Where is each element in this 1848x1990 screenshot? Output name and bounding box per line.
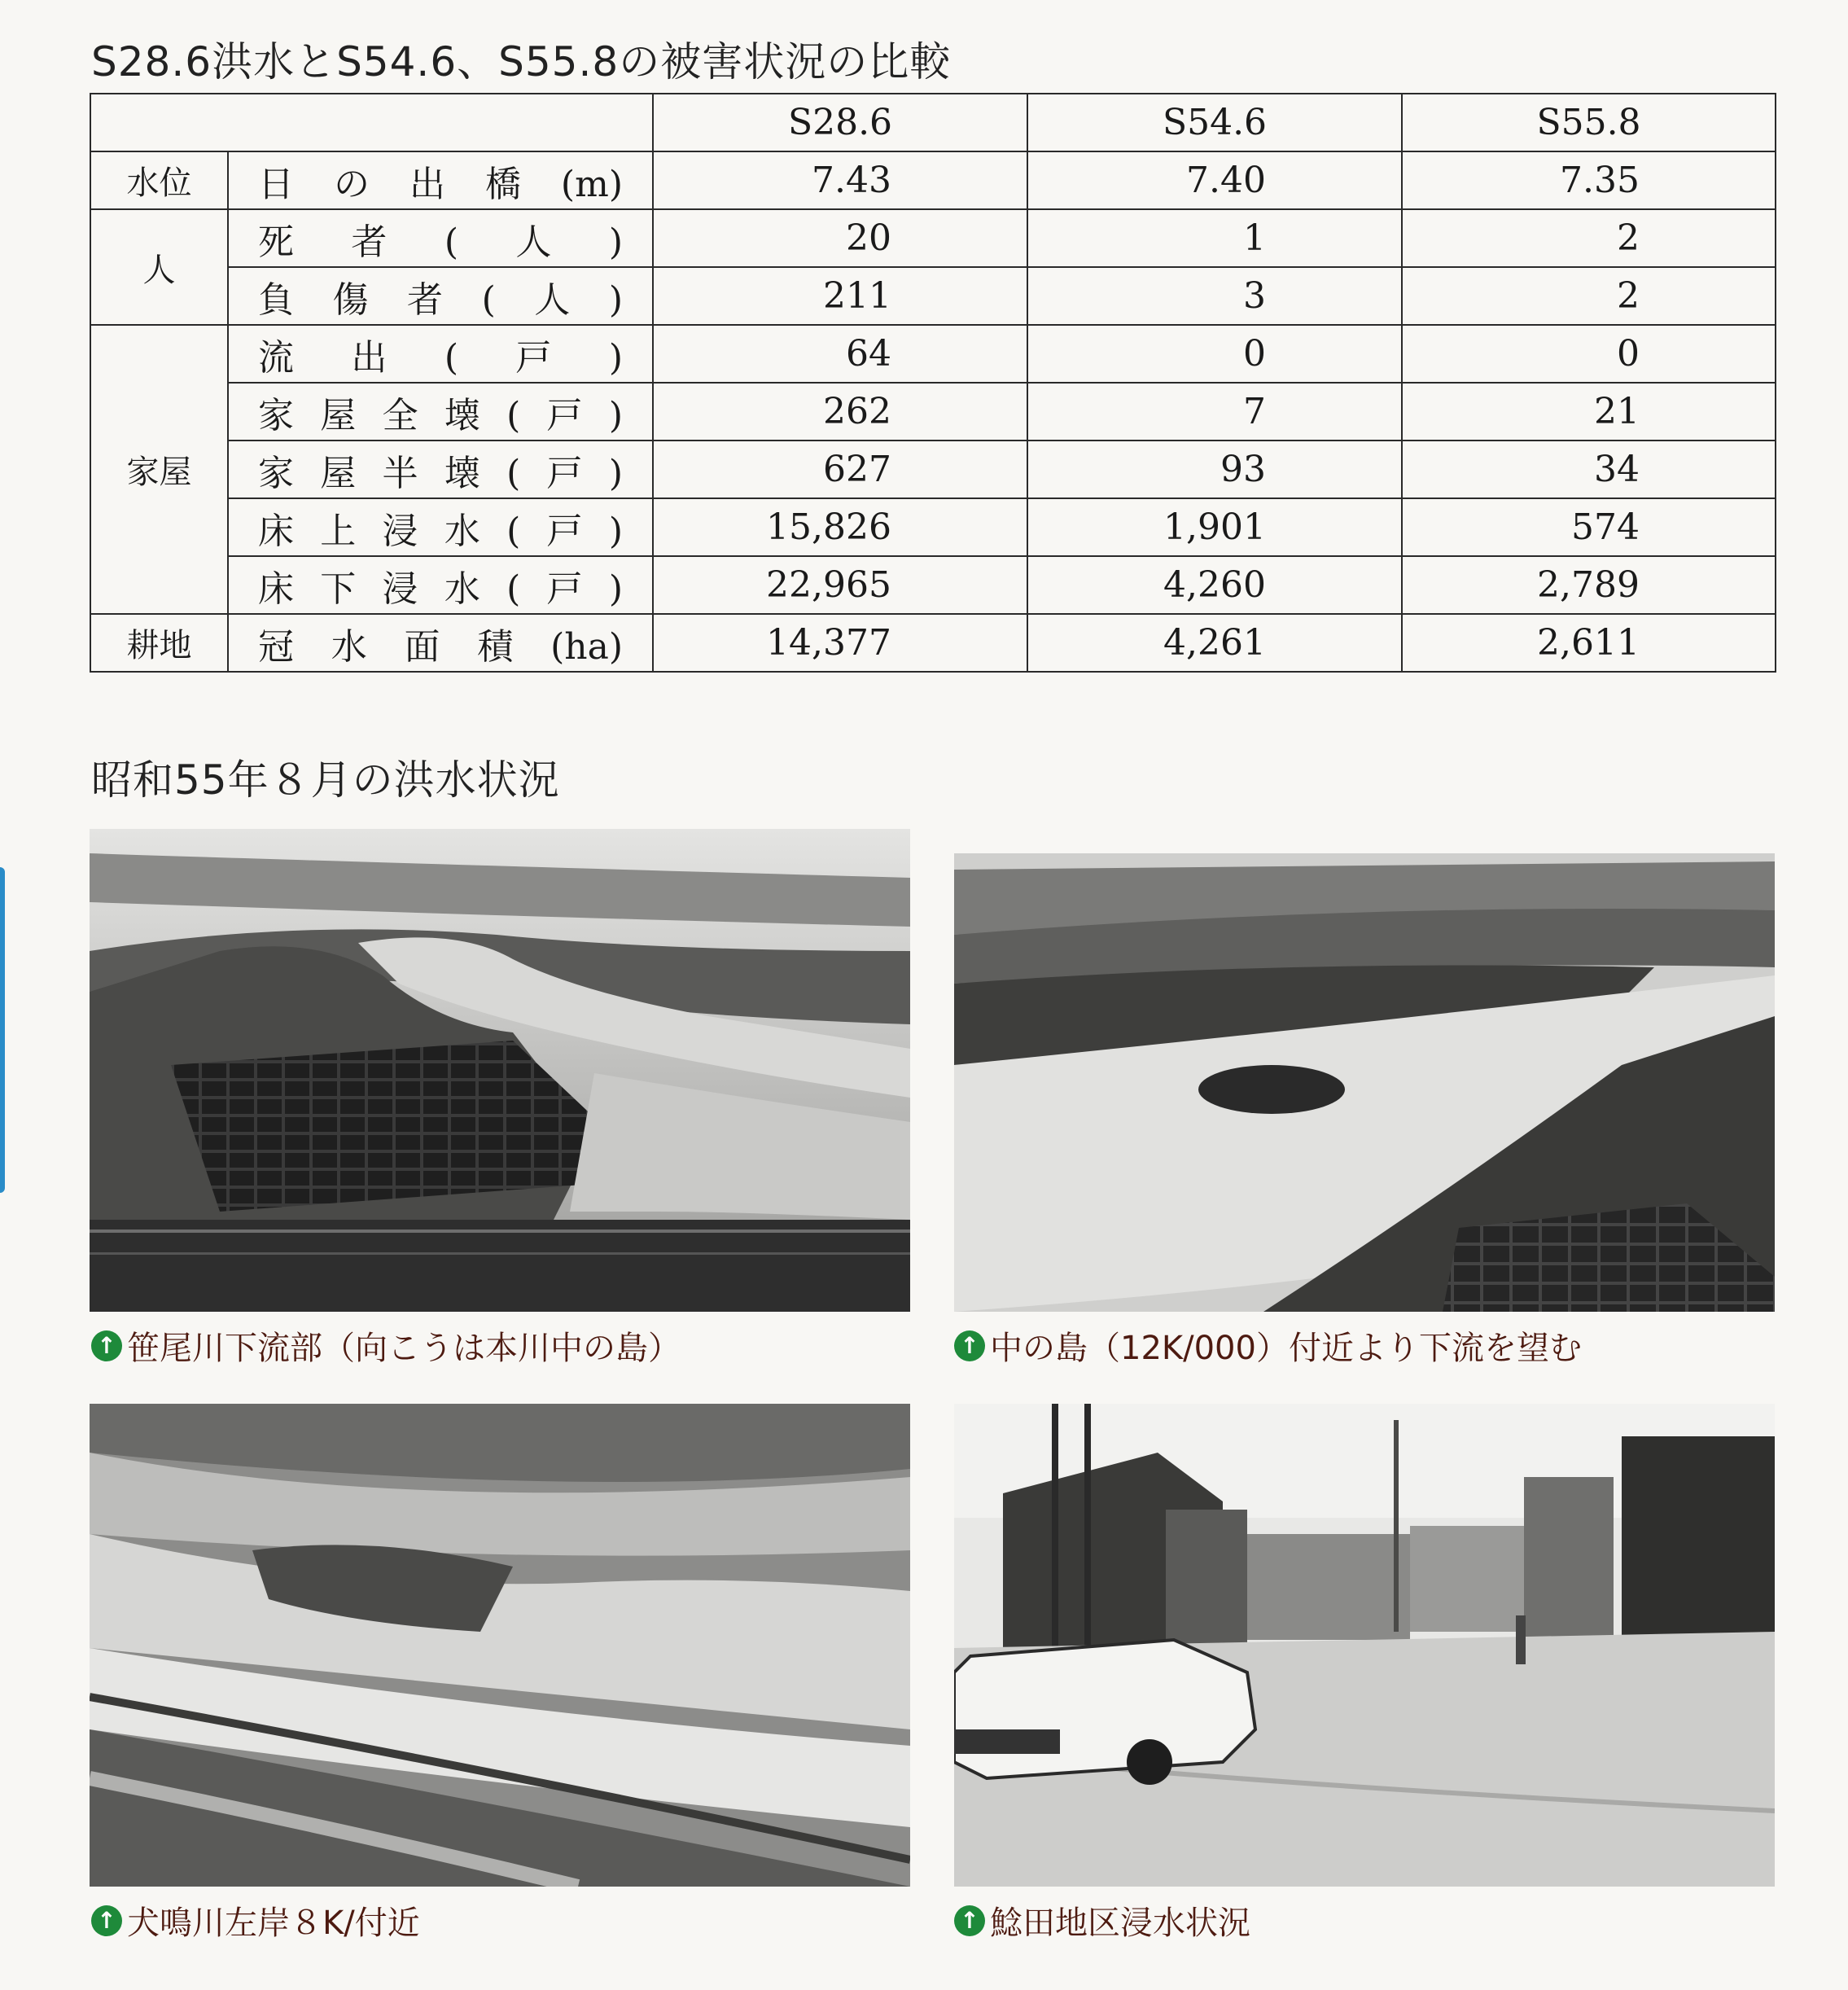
header-empty-cell — [90, 94, 653, 151]
photo-caption — [954, 1897, 1250, 1944]
row-group-label: 水位 — [90, 151, 228, 209]
table-cell: 7.35 — [1402, 151, 1776, 209]
photo-caption — [91, 1897, 420, 1944]
up-arrow-circle-icon: ↑ — [954, 1905, 985, 1936]
damage-comparison-table — [90, 93, 1776, 673]
caption-text: 中の島（12K/000）付近より下流を望む — [990, 1330, 1582, 1367]
table-row — [90, 209, 1776, 267]
up-arrow-circle-icon: ↑ — [91, 1905, 122, 1936]
caption-text: 笹尾川下流部（向こうは本川中の島） — [127, 1330, 681, 1367]
row-group-label: 人 — [90, 209, 228, 325]
table-row — [90, 441, 1776, 498]
table-row — [90, 267, 1776, 325]
table-row — [90, 325, 1776, 383]
aerial-photo-image — [90, 829, 910, 1312]
row-group-label: 家屋 — [90, 325, 228, 614]
table-cell: 2 — [1402, 209, 1776, 267]
aerial-photo-image — [90, 1404, 910, 1887]
caption-text: 犬鳴川左岸８K/付近 — [127, 1905, 420, 1942]
table-cell: 21 — [1402, 383, 1776, 441]
photo-caption — [91, 1322, 681, 1369]
side-index-tab — [0, 867, 5, 1193]
table-cell: 0 — [1027, 325, 1402, 383]
aerial-photo-image — [954, 853, 1775, 1312]
comparison-title: S28.6洪水とS54.6、S55.8の被害状況の比較 — [91, 38, 952, 85]
table-cell: 262 — [653, 383, 1027, 441]
table-cell: 22,965 — [653, 556, 1027, 614]
table-cell: 7.40 — [1027, 151, 1402, 209]
flood-photo-namazuta-street — [954, 1404, 1775, 1887]
table-cell: 20 — [653, 209, 1027, 267]
row-item-label: 家屋半壊(戸) — [228, 441, 653, 498]
table-cell: 3 — [1027, 267, 1402, 325]
table-row — [90, 556, 1776, 614]
table-cell: 14,377 — [653, 614, 1027, 672]
table-row — [90, 151, 1776, 209]
table-cell: 4,261 — [1027, 614, 1402, 672]
table-cell: 627 — [653, 441, 1027, 498]
table-cell: 1 — [1027, 209, 1402, 267]
caption-text: 鯰田地区浸水状況 — [990, 1905, 1250, 1942]
street-photo-image — [954, 1404, 1775, 1887]
table-cell: 7.43 — [653, 151, 1027, 209]
table-row — [90, 614, 1776, 672]
column-header: S55.8 — [1402, 94, 1776, 151]
table-cell: 2,789 — [1402, 556, 1776, 614]
row-item-label: 家屋全壊(戸) — [228, 383, 653, 441]
table-cell: 574 — [1402, 498, 1776, 556]
flood-photo-nakanoshima — [954, 853, 1775, 1312]
row-item-label: 床下浸水(戸) — [228, 556, 653, 614]
up-arrow-circle-icon: ↑ — [91, 1330, 122, 1361]
table-cell: 4,260 — [1027, 556, 1402, 614]
flood-section-title: 昭和55年８月の洪水状況 — [91, 756, 560, 804]
row-item-label: 床上浸水(戸) — [228, 498, 653, 556]
row-group-label: 耕地 — [90, 614, 228, 672]
flood-photo-inunaki-river — [90, 1404, 910, 1887]
column-header: S54.6 — [1027, 94, 1402, 151]
table-row — [90, 498, 1776, 556]
column-header: S28.6 — [653, 94, 1027, 151]
row-item-label: 冠水面積(ha) — [228, 614, 653, 672]
table-cell: 7 — [1027, 383, 1402, 441]
table-cell: 1,901 — [1027, 498, 1402, 556]
table-header-row — [90, 94, 1776, 151]
row-item-label: 死者(人) — [228, 209, 653, 267]
table-cell: 2,611 — [1402, 614, 1776, 672]
row-item-label: 日の出橋(m) — [228, 151, 653, 209]
table-cell: 93 — [1027, 441, 1402, 498]
row-item-label: 流出(戸) — [228, 325, 653, 383]
table-cell: 15,826 — [653, 498, 1027, 556]
table-cell: 64 — [653, 325, 1027, 383]
photo-caption — [954, 1322, 1582, 1369]
table-cell: 2 — [1402, 267, 1776, 325]
table-cell: 34 — [1402, 441, 1776, 498]
flood-photo-sasao-river — [90, 829, 910, 1312]
up-arrow-circle-icon: ↑ — [954, 1330, 985, 1361]
table-row — [90, 383, 1776, 441]
table-cell: 211 — [653, 267, 1027, 325]
row-item-label: 負傷者(人) — [228, 267, 653, 325]
table-cell: 0 — [1402, 325, 1776, 383]
